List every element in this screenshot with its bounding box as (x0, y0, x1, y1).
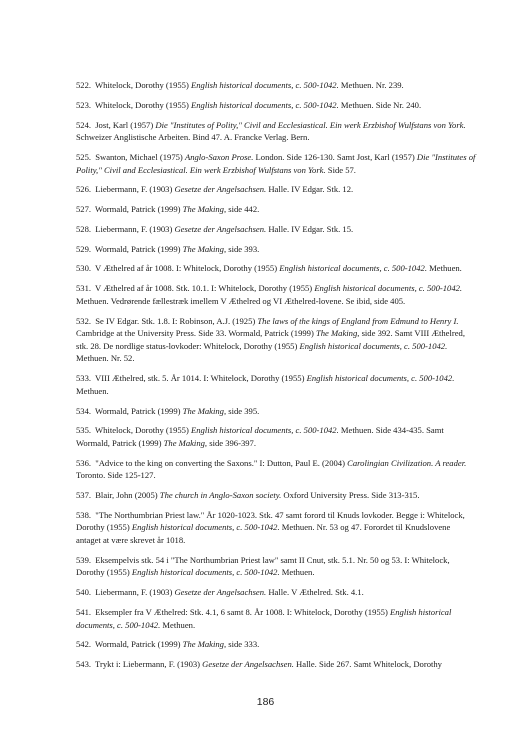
citation-text: Wormald, Patrick (1999) (95, 243, 183, 254)
citation-text: Whitelock, Dorothy (1955) (95, 80, 191, 90)
citation-text: "The Northumbrian Priest law." År 1020-1023. Stk. 47 samt forord til Knuds lovkoder. Begge i: Whitelock, Dorothy (1955) (76, 509, 465, 533)
endnote-529 (76, 243, 476, 256)
endnotes-list (76, 79, 476, 678)
citation-text: Oxford University Press. Side 313-315. (281, 490, 420, 501)
endnote-number: 528. (76, 223, 92, 234)
citation-title: English historical documents, c. 500-1042. (299, 340, 448, 351)
endnote-number: 524. (76, 119, 92, 130)
endnote-number: 532. (76, 315, 92, 326)
citation-text: , side 395. (223, 405, 260, 416)
endnote-536 (76, 457, 476, 482)
citation-title: The Making (182, 204, 224, 215)
endnote-540 (76, 586, 476, 599)
endnote-number: 541. (76, 606, 92, 617)
endnote-number: 542. (76, 639, 92, 650)
citation-text: Methuen. (160, 619, 196, 630)
citation-title: The Making (163, 437, 205, 448)
citation-text: Liebermann, F. (1903) (95, 223, 175, 234)
citation-title: Gesetze der Angelsachsen. (174, 587, 267, 598)
citation-title: The Making (315, 328, 358, 339)
citation-text: Side 57. (325, 164, 356, 175)
citation-text: Wormald, Patrick (1999) (95, 204, 183, 215)
citation-text: London. Side 126-130. Samt Jost, Karl (1957) (253, 151, 417, 162)
endnote-number: 534. (76, 405, 92, 416)
endnote-530 (76, 262, 476, 275)
citation-title: English historical documents, c. 500-1042. (191, 425, 339, 436)
citation-text: Eksempler fra V Æthelred: Stk. 4.1, 6 samt 8. År 1008. I: Whitelock, Dorothy (1955) (95, 606, 390, 617)
endnote-538 (76, 509, 476, 547)
endnote-524 (76, 119, 476, 144)
endnote-number: 522. (76, 80, 92, 90)
citation-text: Methuen. Side 434-435. Samt Wormald, Patrick (1999) (76, 425, 444, 448)
citation-title: Die "Institutes of Polity," Civil and Ecclesiastical. Ein werk Erzbishof Wulfstans von York. (76, 151, 476, 175)
citation-title: Gesetze der Angelsachsen. (174, 223, 267, 234)
citation-text: V Æthelred af år 1008. I: Whitelock, Dorothy (1955) (95, 263, 280, 274)
endnote-537 (76, 489, 476, 502)
endnote-number: 533. (76, 373, 92, 384)
endnote-number: 530. (76, 263, 92, 274)
endnote-533 (76, 372, 476, 397)
endnote-539 (76, 554, 476, 579)
citation-text: Methuen. Nr. 52. (76, 353, 135, 364)
citation-text: Methuen. Vedrørende fællestræk imellem V Æthelred og VI Æthelred-lovene. Se ibid, side 405. (76, 295, 406, 306)
citation-title: The Making (182, 243, 224, 254)
endnote-number: 526. (76, 184, 92, 195)
endnote-541 (76, 606, 476, 631)
citation-title: Die "Institutes of Polity," Civil and Ecclesiastical. Ein werk Erzbishof Wulfstans von York. (155, 119, 466, 130)
endnote-522 (76, 79, 476, 92)
citation-text: Swanton, Michael (1975) (95, 151, 185, 162)
citation-title: English historical documents, c. 500-1042. (191, 80, 339, 90)
endnote-number: 536. (76, 457, 92, 468)
citation-title: The Making (182, 639, 224, 650)
citation-text: , side 442. (223, 204, 260, 215)
citation-text: Methuen. (426, 263, 462, 274)
endnote-number: 543. (76, 659, 92, 670)
citation-text: , side 396-397. (204, 437, 257, 448)
endnote-526 (76, 183, 476, 196)
citation-text: Whitelock, Dorothy (1955) (95, 99, 191, 110)
citation-text: Methuen. (279, 567, 315, 578)
citation-title: English historical documents, c. 500-1042. (314, 283, 463, 294)
endnote-531 (76, 282, 476, 307)
citation-text: Schweizer Anglistische Arbeiten. Bind 47. A. Francke Verlag. Bern. (76, 132, 310, 143)
endnote-number: 531. (76, 283, 92, 294)
citation-text: Toronto. Side 125-127. (76, 470, 156, 481)
endnote-number: 535. (76, 425, 92, 436)
citation-text: Se IV Edgar. Stk. 1.8. I: Robinson, A.J. (1925) (95, 315, 258, 326)
citation-text: Liebermann, F. (1903) (95, 184, 175, 195)
endnote-number: 525. (76, 151, 92, 162)
citation-text: Halle. IV Edgar. Stk. 15. (266, 223, 354, 234)
citation-title: Gesetze der Angelsachsen. (174, 184, 267, 195)
citation-title: English historical documents, c. 500-1042. (131, 522, 280, 533)
citation-text: Halle. Side 267. Samt Whitelock, Dorothy (293, 659, 442, 670)
citation-title: The church in Anglo-Saxon society. (159, 490, 282, 501)
endnote-527 (76, 203, 476, 216)
citation-title: English historical documents, c. 500-1042. (306, 373, 455, 384)
citation-text: Methuen. (76, 385, 109, 396)
citation-text: Cambridge at the University Press. Side 33. Wormald, Patrick (1999) (76, 328, 316, 339)
citation-text: , side 333. (223, 639, 260, 650)
citation-text: Halle. V Æthelred. Stk. 4.1. (266, 587, 364, 598)
endnote-525 (76, 151, 476, 176)
citation-title: English historical documents, c. 500-1042. (191, 99, 339, 110)
citation-title: Anglo-Saxon Prose. (184, 151, 254, 162)
citation-text: Halle. IV Edgar. Stk. 12. (266, 184, 354, 195)
citation-text: V Æthelred af år 1008. Stk. 10.1. I: Whitelock, Dorothy (1955) (95, 283, 315, 294)
endnote-523 (76, 99, 476, 112)
citation-text: Blair, John (2005) (95, 490, 160, 501)
citation-text: Wormald, Patrick (1999) (95, 639, 183, 650)
citation-text: Wormald, Patrick (1999) (95, 405, 183, 416)
citation-text: "Advice to the king on converting the Saxons." I: Dutton, Paul E. (2004) (95, 457, 348, 468)
endnote-number: 539. (76, 554, 92, 565)
citation-text: , side 393. (223, 243, 260, 254)
citation-text: Methuen. Nr. 239. (338, 80, 404, 90)
endnote-535 (76, 424, 476, 449)
citation-title: English historical documents, c. 500-1042. (279, 263, 427, 274)
citation-text: Liebermann, F. (1903) (95, 587, 175, 598)
endnote-number: 537. (76, 490, 92, 501)
citation-text: Whitelock, Dorothy (1955) (95, 425, 191, 436)
citation-text: Methuen. Nr. 53 og 47. Forordet til Knudslovene antaget at være skrevet år 1018. (76, 522, 451, 546)
citation-title: Gesetze der Angelsachsen. (202, 659, 294, 670)
citation-text: Jost, Karl (1957) (95, 119, 156, 130)
citation-text: Eksempelvis stk. 54 i "The Northumbrian Priest law" samt II Cnut, stk. 5.1. Nr. 50 og 53. I: Whitelock, Dorothy (1955) (76, 554, 450, 578)
endnote-number: 538. (76, 509, 92, 520)
endnote-542 (76, 638, 476, 651)
citation-text: Methuen. Side Nr. 240. (338, 99, 422, 110)
endnote-number: 527. (76, 204, 92, 215)
endnote-number: 523. (76, 99, 92, 110)
page-number: 186 (256, 696, 275, 708)
endnote-543 (76, 658, 476, 671)
citation-text: , side 392. Samt VIII Æthelred, stk. 28. De nordlige status-lovkoder: Whitelock, Dorothy (1955) (76, 328, 466, 351)
citation-text: VIII Æthelred, stk. 5. År 1014. I: Whitelock, Dorothy (1955) (95, 373, 307, 384)
citation-title: The Making (182, 405, 224, 416)
citation-text: Trykt i: Liebermann, F. (1903) (95, 659, 203, 670)
endnote-number: 529. (76, 243, 92, 254)
citation-title: Carolingian Civilization. A reader. (347, 457, 467, 468)
citation-title: English historical documents, c. 500-1042. (131, 567, 280, 578)
citation-title: English historical documents, c. 500-1042. (76, 606, 452, 630)
endnote-534 (76, 405, 476, 418)
citation-title: The laws of the kings of England from Edmund to Henry I. (257, 315, 459, 326)
endnote-number: 540. (76, 587, 92, 598)
endnote-528 (76, 223, 476, 236)
endnote-532 (76, 315, 476, 365)
